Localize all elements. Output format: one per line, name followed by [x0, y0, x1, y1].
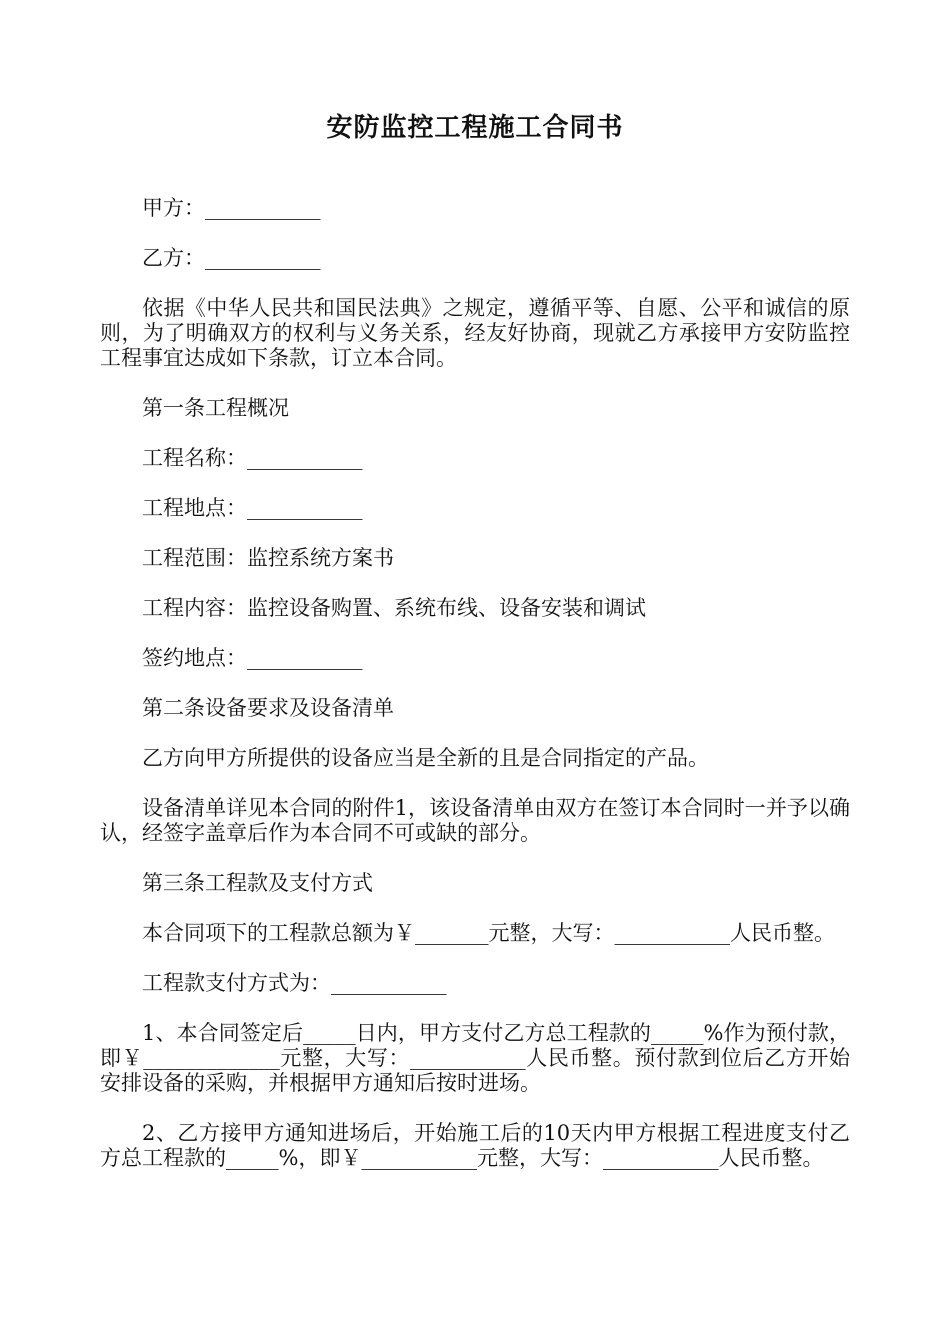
- preamble-paragraph: 依据《中华人民共和国民法典》之规定，遵循平等、自愿、公平和诚信的原则，为了明确双方的权利与义务关系，经友好协商，现就乙方承接甲方安防监控工程事宜达成如下条款，订立本合同。: [100, 296, 850, 370]
- payment-clause-1: 1、本合同签定后_____日内，甲方支付乙方总工程款的_____%作为预付款，即￥_____________元整，大写：___________人民币整。预付款到位后乙方开始安排设备的采购，并根据甲方通知后按时进场。: [100, 1021, 850, 1095]
- equipment-requirement-paragraph: 乙方向甲方所提供的设备应当是全新的且是合同指定的产品。: [142, 746, 709, 770]
- project-name-line: 工程名称：___________: [142, 446, 363, 470]
- document-title: 安防监控工程施工合同书: [326, 113, 624, 143]
- project-scope-line: 工程范围：监控系统方案书: [142, 546, 394, 570]
- payment-method-line: 工程款支付方式为：___________: [142, 971, 447, 995]
- payment-clause-2: 2、乙方接甲方通知进场后，开始施工后的10天内甲方根据工程进度支付乙方总工程款的_____%，即￥___________元整，大写：___________人民币整。: [100, 1121, 850, 1170]
- project-content-line: 工程内容：监控设备购置、系统布线、设备安装和调试: [142, 596, 646, 620]
- document-body: [100, 196, 850, 1196]
- equipment-list-paragraph: 设备清单详见本合同的附件1，该设备清单由双方在签订本合同时一并予以确认，经签字盖章后作为本合同不可或缺的部分。: [100, 796, 850, 845]
- article-2-heading: 第二条设备要求及设备清单: [142, 696, 394, 720]
- article-1-heading: 第一条工程概况: [142, 396, 289, 420]
- party-a-line: 甲方：___________: [142, 196, 321, 220]
- party-b-line: 乙方：___________: [142, 246, 321, 270]
- article-3-heading: 第三条工程款及支付方式: [142, 871, 373, 895]
- signing-location-line: 签约地点：___________: [142, 646, 363, 670]
- project-location-line: 工程地点：___________: [142, 496, 363, 520]
- total-amount-paragraph: 本合同项下的工程款总额为￥_______元整，大写：___________人民币整。: [142, 921, 835, 945]
